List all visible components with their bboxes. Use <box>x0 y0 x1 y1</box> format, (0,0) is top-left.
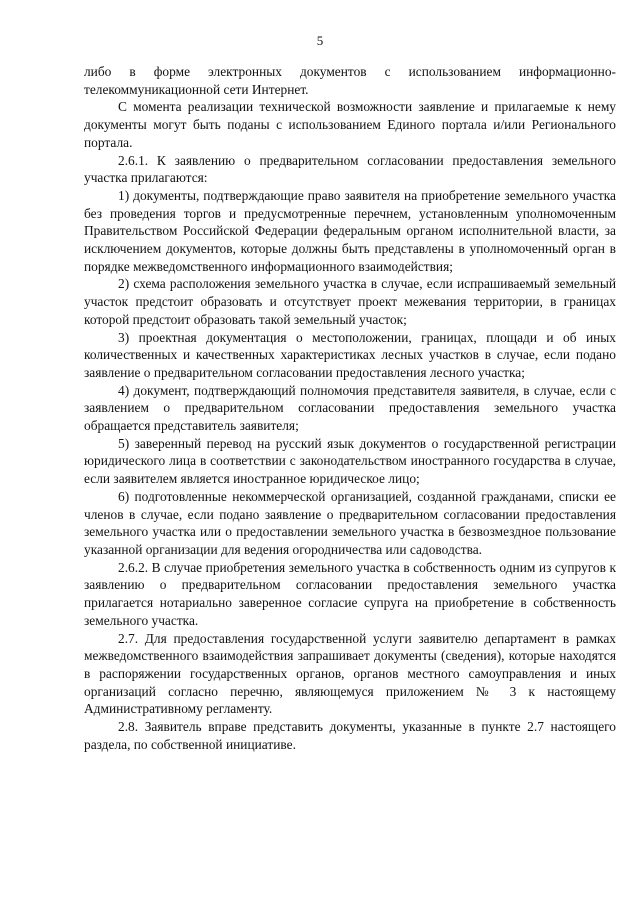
list-item-5: 5) заверенный перевод на русский язык документов о государственной регистрации юридического лица в соответствии с законодательством иностранного государства в случае, если заявителем является иностранное юридическое лицо; <box>84 435 616 487</box>
list-item-4: 4) документ, подтверждающий полномочия представителя заявителя, в случае, если с заявлением о предварительном согласовании предоставления земельного участка обращается представитель заявителя; <box>84 382 616 434</box>
paragraph-2-6-1: 2.6.1. К заявлению о предварительном согласовании предоставления земельного участка прилагаются: <box>84 152 616 186</box>
list-item-1: 1) документы, подтверждающие право заявителя на приобретение земельного участка без проведения торгов и предусмотренные перечнем, установленным уполномоченным Правительством Российской Федерации федеральным органом исполнительной власти, за исключением документов, которые должны быть представлены в уполномоченный орган в порядке межведомственного информационного взаимодействия; <box>84 187 616 274</box>
paragraph-continuation: либо в форме электронных документов с использованием информационно-телекоммуникационной сети Интернет. <box>84 64 616 97</box>
list-item-3: 3) проектная документация о местоположении, границах, площади и об иных количественных и качественных характеристиках лесных участков в случае, если подано заявление о предварительном согласовании предоставления лесного участка; <box>84 329 616 380</box>
page-number: 5 <box>316 33 324 48</box>
paragraph-portal-submission: С момента реализации технической возможности заявление и прилагаемые к нему документы могут быть поданы с использованием Единого портала и/или Регионального портала. <box>84 99 616 150</box>
document-body <box>84 63 616 753</box>
paragraph-2-8: 2.8. Заявитель вправе представить документы, указанные в пункте 2.7 настоящего раздела, по собственной инициативе. <box>84 719 616 752</box>
paragraph-2-6-2: 2.6.2. В случае приобретения земельного участка в собственность одним из супругов к заявлению о предварительном согласовании предоставления земельного участка прилагается нотариально заверенное согласие супруга на приобретение в собственность земельного участка. <box>84 559 616 628</box>
list-item-6: 6) подготовленные некоммерческой организацией, созданной гражданами, списки ее членов в случае, если подано заявление о предварительном согласовании предоставления земельного участка или о предоставлении земельного участка в безвозмездное пользование указанной организации для ведения огородничества или садоводства. <box>84 488 616 557</box>
list-item-2: 2) схема расположения земельного участка в случае, если испрашиваемый земельный участок предстоит образовать и отсутствует проект межевания территории, в границах которой предстоит образовать такой земельный участок; <box>84 276 616 327</box>
paragraph-2-7: 2.7. Для предоставления государственной услуги заявителю департамент в рамках межведомственного взаимодействия запрашивает документы (сведения), которые находятся в распоряжении государственных органов, органов местного самоуправления и иных организаций согласно перечню, являющемуся приложением № 3 к настоящему Административному регламенту. <box>84 630 616 717</box>
